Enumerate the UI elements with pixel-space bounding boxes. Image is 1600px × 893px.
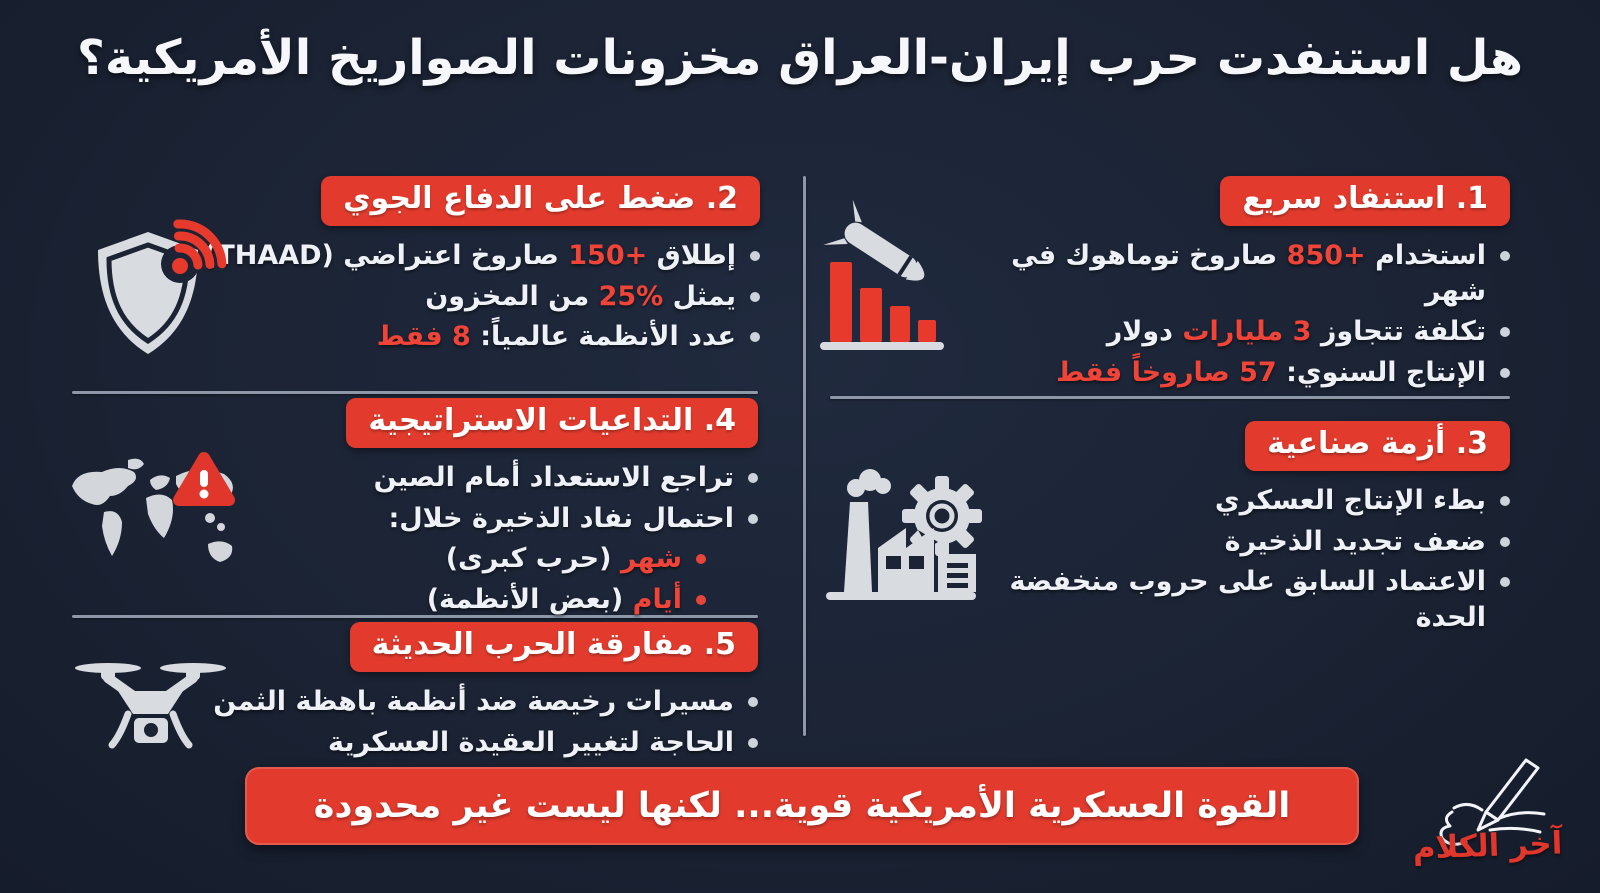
bullet-item [950,238,1510,309]
sub-bullet-dot [696,554,706,564]
bullet-item [950,355,1510,391]
section-1-header-badge: 1. استنفاد سريع [1220,176,1510,226]
section-5-header-badge: 5. مفارقة الحرب الحديثة [350,622,758,672]
bullet-dot [750,251,760,261]
drone-icon [68,648,233,756]
bullet-text: أيام (بعض الأنظمة) [426,583,682,615]
conclusion-banner: القوة العسكرية الأمريكية قوية... لكنها ليست غير محدودة [245,767,1359,845]
hand-writing-pen-icon [1388,756,1588,836]
brand-logo [1385,756,1590,867]
bullet-dot [750,292,760,302]
page-title: هل استنفدت حرب إيران-العراق مخزونات الصواريخ الأمريكية؟ [76,30,1524,86]
bullet-item [950,564,1510,635]
bullet-dot [1500,537,1510,547]
bullet-text: بطء الإنتاج العسكري [1214,485,1486,516]
missile-decline-chart-icon [806,204,958,360]
bullet-text: الحاجة لتغيير العقيدة العسكرية [327,726,734,758]
bullet-text: شهر (حرب كبرى) [445,543,682,575]
bullet-text: ضعف تجديد الذخيرة [1224,525,1486,557]
bullet-dot [1500,251,1510,261]
bullet-text: الإنتاج السنوي: 57 صاروخاً فقط [1056,356,1486,388]
bullet-text: مسيرات رخيصة ضد أنظمة باهظة الثمن [213,686,734,717]
bullet-item [950,314,1510,350]
section-industrial-crisis [950,421,1510,641]
bullet-dot [1500,368,1510,378]
factory-gear-icon [820,452,985,607]
bullet-dot [748,697,758,707]
bullet-dot [748,738,758,748]
brand-logo-text: آخر الكلام [1412,825,1563,867]
bullet-dot [1500,496,1510,506]
shield-radar-icon [86,220,246,370]
bullet-text: تكلفة تتجاوز 3 مليارات دولار [1106,316,1486,348]
world-map-warning-icon [58,446,253,596]
bullet-item [950,524,1510,560]
section-3-header-badge: 3. أزمة صناعية [1245,421,1510,471]
section-2-header-badge: 2. ضغط على الدفاع الجوي [321,176,760,226]
bullet-dot [750,332,760,342]
bullet-text: يمثل %25 من المخزون [425,280,736,312]
bullet-dot [1500,327,1510,337]
bullet-item [950,483,1510,519]
bullet-text: عدد الأنظمة عالمياً: 8 فقط [376,321,736,353]
bullet-dot [748,473,758,483]
bullet-text: استخدام +850 صاروخ توماهوك في شهر [1011,240,1486,307]
section-rapid-depletion [950,176,1510,396]
sub-bullet-dot [696,595,706,605]
bullet-text: إطلاق +150 صاروخ اعتراضي (THAAD) [203,240,736,271]
bullet-dot [1500,577,1510,587]
horizontal-divider-left-1 [72,391,758,394]
section-4-header-badge: 4. التداعيات الاستراتيجية [346,398,758,448]
horizontal-divider-right-1 [830,396,1510,399]
bullet-text: تراجع الاستعداد أمام الصين [373,462,734,493]
bullet-text: الاعتماد السابق على حروب منخفضة الحدة [1009,566,1486,633]
bullet-dot [748,514,758,524]
bullet-text: احتمال نفاد الذخيرة خلال: [388,502,734,534]
